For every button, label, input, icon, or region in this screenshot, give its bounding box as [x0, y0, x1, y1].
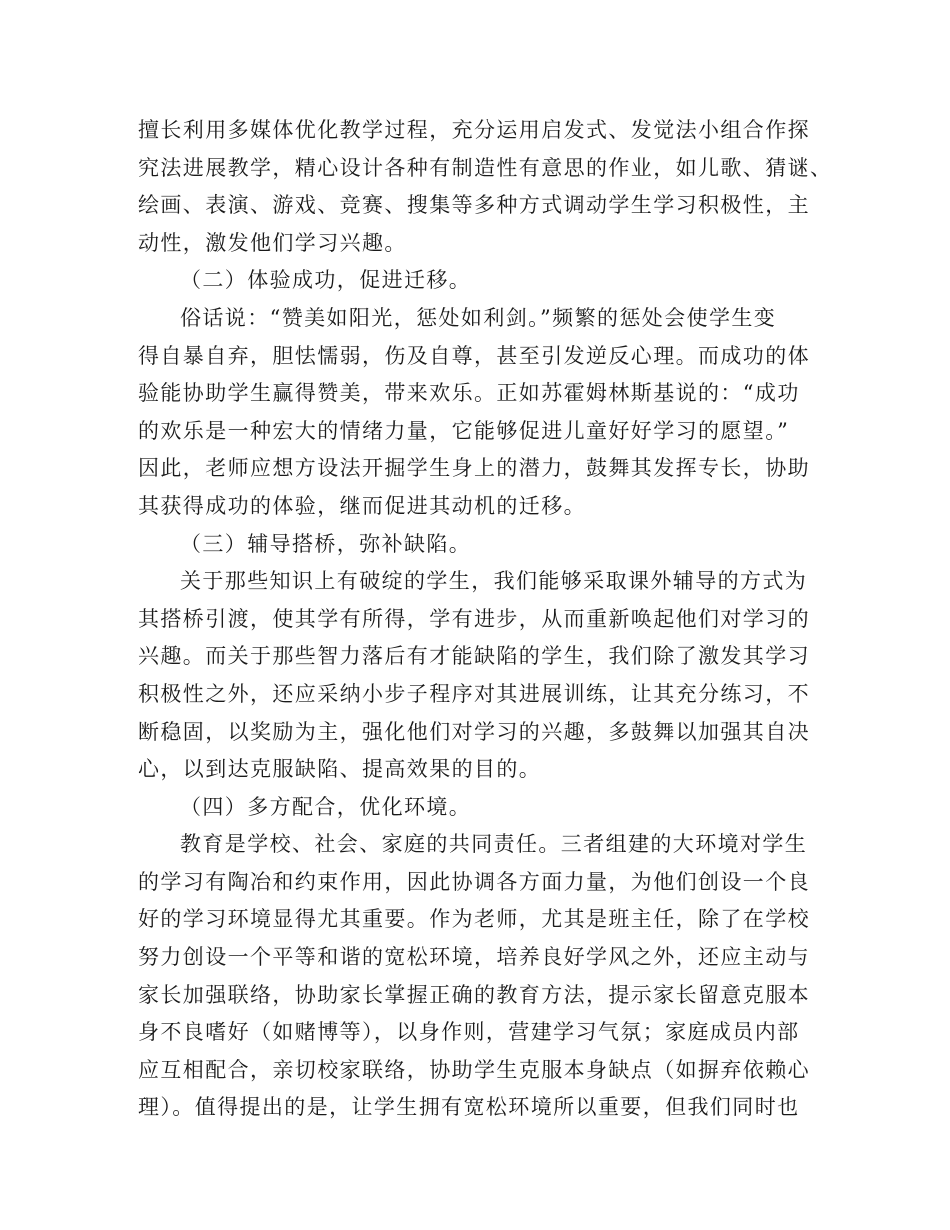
text-line: 究法进展教学，精心设计各种有制造性有意思的作业，如儿歌、猜谜、	[138, 155, 833, 180]
paragraph-success-experience	[138, 300, 818, 526]
text-line: 验能协助学生赢得赞美，带来欢乐。正如苏霍姆林斯基说的：“成功	[138, 381, 800, 406]
text-line: 家长加强联络，协助家长掌握正确的教育方法，提示家长留意克服本	[138, 982, 810, 1007]
text-line: 其获得成功的体验，继而促进其动机的迁移。	[138, 493, 586, 518]
text-line: 其搭桥引渡，使其学有所得，学有进步，从而重新唤起他们对学习的	[138, 606, 810, 631]
paragraph-tutoring	[138, 563, 818, 789]
text-line: 擅长利用多媒体优化教学过程，充分运用启发式、发觉法小组合作探	[138, 118, 810, 142]
paragraph-environment	[138, 826, 818, 1127]
section-heading-3	[138, 526, 818, 564]
text-line: 绘画、表演、游戏、竞赛、搜集等多种方式调动学生学习积极性，主	[138, 193, 810, 218]
text-line: 得自暴自弃，胆怯懦弱，伤及自尊，甚至引发逆反心理。而成功的体	[138, 343, 810, 368]
text-line: 教育是学校、社会、家庭的共同责任。三者组建的大环境对学生	[180, 832, 808, 857]
heading-line: （四）多方配合，优化环境。	[180, 794, 472, 819]
text-line: 的欢乐是一种宏大的情绪力量，它能够促进儿童好好学习的愿望。”	[138, 418, 790, 443]
text-line: 应互相配合，亲切校家联络，协助学生克服本身缺点（如摒弃依赖心	[138, 1057, 810, 1082]
text-line: 身不良嗜好（如赌博等），以身作则，营建学习气氛；家庭成员内部	[138, 1020, 800, 1045]
text-line: 好的学习环境显得尤其重要。作为老师，尤其是班主任，除了在学校	[138, 907, 810, 932]
text-line: 的学习有陶冶和约束作用，因此协调各方面力量，为他们创设一个良	[138, 869, 810, 894]
text-line: 动性，激发他们学习兴趣。	[138, 230, 407, 255]
paragraph-continued	[138, 112, 833, 262]
section-heading-4	[138, 789, 818, 827]
text-line: 因此，老师应想方设法开掘学生身上的潜力，鼓舞其发挥专长，协助	[138, 456, 810, 481]
text-line: 理）。值得提出的是，让学生拥有宽松环境所以重要，但我们同时也	[138, 1095, 800, 1120]
text-line: 关于那些知识上有破绽的学生，我们能够采取课外辅导的方式为	[180, 569, 808, 594]
document-body	[138, 112, 833, 1127]
section-heading-2	[138, 262, 818, 300]
text-line: 努力创设一个平等和谐的宽松环境，培养良好学风之外，还应主动与	[138, 945, 810, 970]
heading-line: （二）体验成功，促进迁移。	[180, 268, 472, 293]
text-line: 俗话说：“赞美如阳光，惩处如利剑。”频繁的惩处会使学生变	[180, 305, 777, 330]
text-line: 心，以到达克服缺陷、提高效果的目的。	[138, 757, 542, 782]
text-line: 断稳固，以奖励为主，强化他们对学习的兴趣，多鼓舞以加强其自决	[138, 719, 810, 744]
heading-line: （三）辅导搭桥，弥补缺陷。	[180, 531, 472, 556]
text-line: 积极性之外，还应采纳小步子程序对其进展训练，让其充分练习，不	[138, 681, 810, 706]
text-line: 兴趣。而关于那些智力落后有才能缺陷的学生，我们除了激发其学习	[138, 644, 810, 669]
